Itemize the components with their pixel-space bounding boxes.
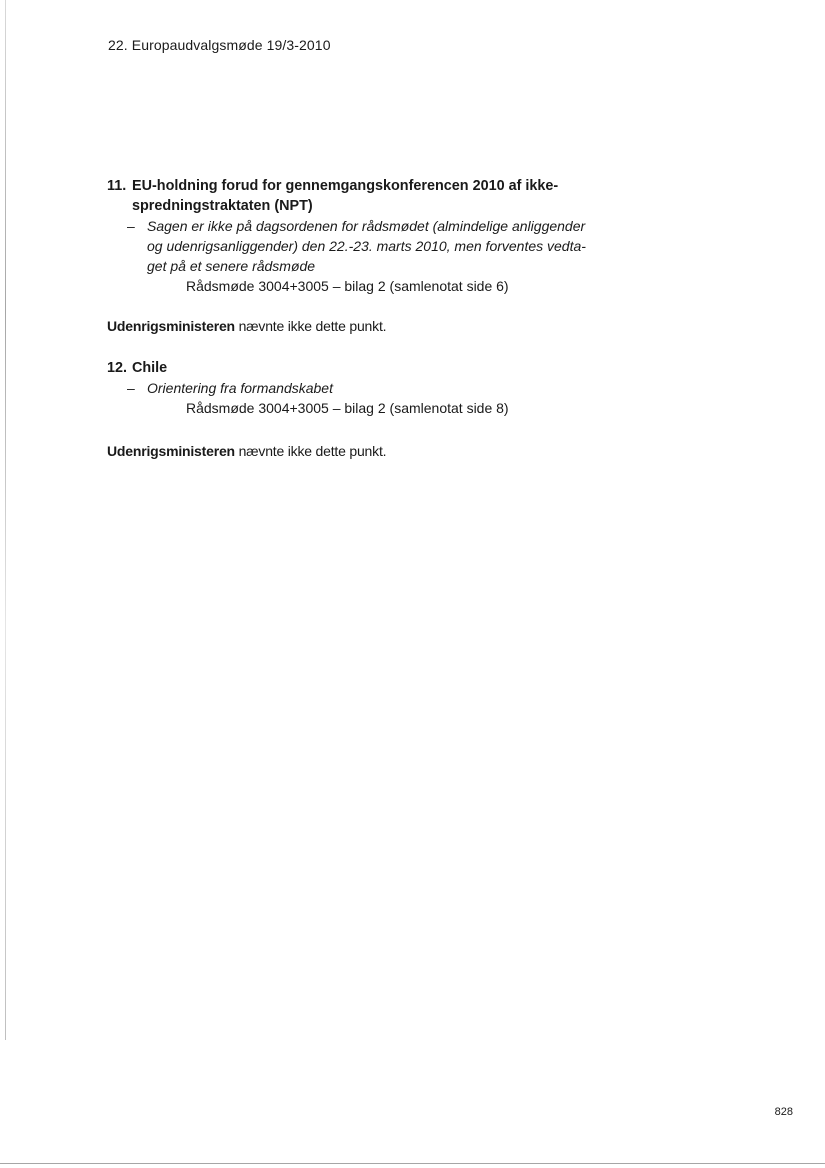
remark-speaker: Udenrigsministeren bbox=[107, 318, 235, 334]
scan-edge-left bbox=[5, 0, 6, 1040]
remark-text: nævnte ikke dette punkt. bbox=[234, 318, 387, 334]
scan-edge-bottom bbox=[0, 1163, 825, 1164]
agenda-item-title-text bbox=[132, 176, 627, 216]
agenda-item-status bbox=[127, 378, 627, 398]
agenda-item-status bbox=[127, 216, 627, 276]
remark-text: nævnte ikke dette punkt. bbox=[234, 443, 387, 459]
agenda-item-number: 12. bbox=[107, 360, 128, 376]
agenda-item-11 bbox=[107, 176, 627, 296]
agenda-item-12 bbox=[107, 358, 627, 418]
agenda-item-status-text bbox=[147, 216, 627, 276]
agenda-item-reference: Rådsmøde 3004+3005 – bilag 2 (samlenotat side 8) bbox=[186, 400, 509, 416]
agenda-item-title-line-1: EU-holdning forud for gennemgangskonferencen 2010 af ikke- bbox=[132, 178, 559, 194]
agenda-item-11-remark bbox=[107, 318, 386, 334]
agenda-item-reference: Rådsmøde 3004+3005 – bilag 2 (samlenotat side 6) bbox=[186, 278, 509, 294]
agenda-item-status-text: Orientering fra formandskabet bbox=[147, 380, 333, 396]
status-line-2: og udenrigsanliggender) den 22.-23. marts 2010, men forventes vedta- bbox=[147, 238, 586, 254]
agenda-item-title-line-2: spredningstraktaten (NPT) bbox=[132, 198, 313, 214]
remark-speaker: Udenrigsministeren bbox=[107, 443, 235, 459]
agenda-item-number: 11. bbox=[107, 178, 127, 194]
agenda-item-title bbox=[107, 358, 627, 378]
status-line-1: Sagen er ikke på dagsordenen for rådsmødet (almindelige anliggender bbox=[147, 218, 586, 234]
agenda-item-title bbox=[107, 176, 627, 216]
dash-bullet: – bbox=[127, 218, 135, 234]
page-number: 828 bbox=[774, 1106, 793, 1118]
agenda-item-12-remark bbox=[107, 443, 386, 459]
status-line-3: get på et senere rådsmøde bbox=[147, 258, 316, 274]
agenda-item-title-text: Chile bbox=[132, 360, 168, 376]
dash-bullet: – bbox=[127, 380, 135, 396]
page-header: 22. Europaudvalgsmøde 19/3-2010 bbox=[108, 37, 331, 53]
